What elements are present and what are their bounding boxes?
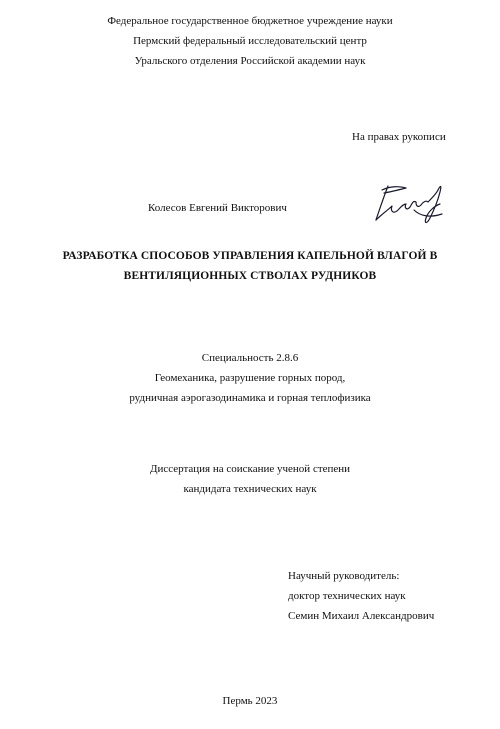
organization-line-3: Уральского отделения Российской академии наук <box>134 55 366 67</box>
specialty-code: Специальность 2.8.6 <box>201 352 299 364</box>
place-year: Пермь 2023 <box>222 695 278 707</box>
degree-line-2: кандидата технических наук <box>183 483 317 495</box>
signature-icon <box>370 180 454 228</box>
dissertation-title <box>40 246 460 286</box>
manuscript-note: На правах рукописи <box>352 131 446 143</box>
degree-line-1: Диссертация на соискание ученой степени <box>149 463 351 475</box>
organization-line-2: Пермский федеральный исследовательский центр <box>133 35 367 47</box>
specialty-name-line-1: Геомеханика, разрушение горных пород, <box>154 372 346 384</box>
title-line-1: РАЗРАБОТКА СПОСОБОВ УПРАВЛЕНИЯ КАПЕЛЬНОЙ ВЛАГОЙ В <box>62 250 438 262</box>
supervisor-degree: доктор технических наук <box>288 590 406 602</box>
specialty-name-line-2: рудничная аэрогазодинамика и горная теплофизика <box>129 392 371 404</box>
organization-line-1: Федеральное государственное бюджетное учреждение науки <box>107 15 393 27</box>
title-line-2: ВЕНТИЛЯЦИОННЫХ СТВОЛАХ РУДНИКОВ <box>123 270 377 282</box>
supervisor-label: Научный руководитель: <box>288 570 400 582</box>
supervisor-name: Семин Михаил Александрович <box>288 610 435 622</box>
author-name: Колесов Евгений Викторович <box>148 202 287 214</box>
